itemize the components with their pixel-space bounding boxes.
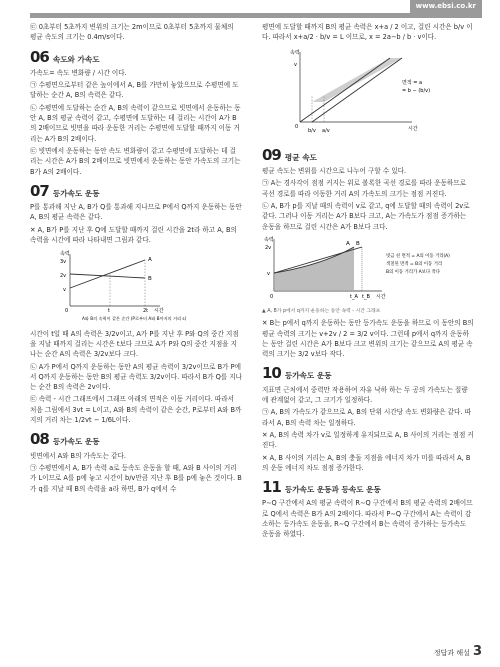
- x-axis-label: 시간: [408, 125, 418, 132]
- section-07-heading: [30, 181, 242, 200]
- s09-graph: [262, 235, 474, 315]
- s06-p1: ㉠ 수평면으로부터 같은 높이에서 A, B를 가만히 놓았으므로 수평면에 도달하는 순간 A, B의 속력은 같다.: [30, 81, 239, 100]
- page-number: 3: [472, 644, 482, 659]
- section-title: 등가속도 운동: [52, 188, 100, 198]
- y-tick: v: [63, 287, 66, 294]
- s07-p5: ㉢ 속력 - 시간 그래프에서 그래프 아래의 면적은 이동 거리이다. 따라서 처음 그림에서 3vt = L이고, A와 B의 속력이 같은 순간, P로부터 A와 B까지의 거리 차는 1/2vt − 1/6L이다.: [30, 395, 242, 425]
- s07-p3: 시간이 t일 때 A의 속력은 3/2v이고, A가 P를 지난 후 P와 Q의 중간 지점을 지날 때까지 걸리는 시간은 t보다 크므로 A가 P와 Q의 중간 지점을 지나는 순간 A의 속력은 3/2v보다 크다.: [30, 329, 239, 359]
- graph-caption: A와 B의 속력이 같은 순간 (P로부터 A와 B까지의 거리 s): [82, 316, 187, 322]
- s08-continued: 평면에 도달할 때까지 B의 평균 속력은 x+a / 2 이고, 걸린 시간은 b/v 이다. 따라서 x+a/2 · b/v = L 이므로, x = 2a−b / b · v이다.: [262, 23, 473, 42]
- x-tick: 2t: [143, 308, 149, 315]
- line-b: [70, 274, 145, 278]
- site-url[interactable]: www.ebsi.co.kr: [410, 0, 482, 13]
- y-mark: 2v: [265, 244, 272, 251]
- y-tick: 2v: [60, 273, 67, 280]
- section-title: 등가속도 운동과 등속도 운동: [284, 485, 381, 495]
- intro-paragraph: ㉢ 0초부터 5초까지 변위의 크기는 2m이므로 0초부터 5초까지 물체의 평균 속도의 크기는 0.4m/s이다.: [30, 23, 234, 42]
- series-label-a: A: [148, 257, 152, 264]
- s08-p2: ㉠ 수평면에서 A, B가 속력 a로 등속도 운동을 할 때, A와 B 사이의 거리가 L이므로 A를 p에 놓고 시간이 b/v만큼 지난 후 B를 p에 놓은 것이다. B가 q를 지날 때 B의 속력을 a라 하면, B가 q에서 수: [30, 463, 242, 493]
- left-column: [30, 22, 242, 496]
- series-label-b: B: [148, 276, 152, 283]
- y-mark: v: [267, 270, 270, 277]
- s09-p0: 평균 속도는 변위를 시간으로 나누어 구할 수 있다.: [262, 167, 407, 176]
- section-title: 등가속도 운동: [52, 437, 100, 447]
- x-mark: 0: [295, 123, 299, 130]
- s11-p1: P∼Q 구간에서 A의 평균 속력이 R∼Q 구간에서 B의 평균 속력의 2배이므로 Q에서 속력은 B가 A의 2배이다. 따라서 P∼Q 구간에서 A는 속력이 감소하는 등가속도 운동을, R∼Q 구간에서 B는 속력이 증가하는 등가속도 운동을 하였다.: [262, 499, 473, 539]
- x-tick: t: [108, 308, 110, 315]
- area-label-2: = b − (b/v): [402, 87, 431, 94]
- page-footer: [434, 644, 482, 659]
- note: 색칠된 면적 = B의 이동 거리: [386, 261, 443, 267]
- s10-p3: ✕ A, B의 속력 차가 v로 일정하게 유지되므로 A, B 사이의 거리는 점점 커진다.: [262, 430, 474, 450]
- series-label-a: A: [346, 240, 350, 247]
- s08-p1: 빗면에서 A와 B의 가속도는 같다.: [30, 451, 126, 460]
- section-number: 11: [262, 478, 281, 497]
- x-mark: b/v: [308, 127, 316, 134]
- s07-p1: P를 통과해 지난 A, B가 Q를 통과해 지나므로 P에서 Q까지 운동하는 동안 A, B의 평균 속력은 같다.: [30, 203, 242, 222]
- section-09-heading: [262, 145, 474, 164]
- section-title: 속도와 가속도: [52, 54, 100, 64]
- footer-label: 정답과 해설: [433, 649, 470, 657]
- line-a: [300, 58, 390, 122]
- s09-p1: ㉠ A는 경사각이 점점 커지는 위로 볼록한 곡선 경로를 따라 운동하므로 곡선 경로를 따라 이동한 거리 A의 가속도의 크기는 점점 커진다.: [262, 179, 467, 198]
- section-number: 06: [30, 47, 49, 66]
- section-title: 평균 속도: [284, 152, 317, 162]
- y-axis-label: 속력: [60, 251, 70, 258]
- s06-p0: 가속도= 속도 변화량 / 시간 이다.: [30, 68, 127, 77]
- series-label-b: B: [356, 240, 360, 247]
- s10-p1: 지표면 근처에서 중력만 작용하여 자유 낙하 하는 두 공의 가속도는 질량에 관계없이 같고, 그 크기가 일정하다.: [262, 385, 468, 405]
- shaded-area: [312, 58, 402, 102]
- x-mark: t_A: [350, 293, 358, 300]
- s08-graph: [262, 46, 474, 141]
- area-label: 면적 = a: [402, 79, 423, 86]
- speed-time-graph-09: [262, 235, 474, 305]
- s09-p2: ㉡ A, B가 p를 지날 때의 속력이 v로 같고, q에 도달할 때의 속력이 2v로 같다. 그러나 이동 거리는 A가 B보다 크고, A는 가속도가 점점 증가하는 운동을 하므로 걸린 시간은 A가 B보다 크다.: [262, 202, 470, 231]
- s06-p3: ㉢ 빗면에서 운동하는 동안 속도 변화량이 같고 수평면에 도달하는 데 걸리는 시간은 A가 B의 2배이므로 빗면에서 운동하는 동안 가속도의 크기는 B가 A의 2배이다.: [30, 146, 241, 176]
- x-mark: a/v: [322, 127, 330, 134]
- x-axis-label: 시간: [154, 308, 164, 315]
- s09-p3: ✕ B는 p에서 q까지 운동하는 동안 등가속도 운동을 하므로 이 동안의 B의 평균 속력의 크기는 v+2v / 2 = 3/2 v이다. 그런데 p에서 q까지 운동하는 동안 걸린 시간은 A가 B보다 크고 변위의 크기는 같으므로 A의 평균 속력의 크기는 3/2 v보다 작다.: [262, 319, 474, 359]
- section-number: 07: [30, 181, 49, 200]
- s07-graph: [30, 248, 242, 325]
- speed-time-graph-07: [30, 248, 230, 322]
- section-08-heading: [30, 430, 242, 449]
- note: 빗금 친 면적 = A의 이동 거리(A): [386, 253, 450, 259]
- line-a: [70, 260, 145, 288]
- s06-p2: ㉡ 수평면에 도달하는 순간 A, B의 속력이 같으므로 빗면에서 운동하는 동안 A, B의 평균 속력이 같고, 수평면에 도달하는 데 걸리는 시간이 A가 B의 2배이므로 빗면을 따라 운동한 거리는 수평면에 도달할 때까지 이동 거리는 A가 B의 2배이다.: [30, 103, 241, 143]
- header-rule: [30, 13, 482, 18]
- figure-caption: ▲ A, B가 p에서 q까지 운동하는 동안 속력 - 시간 그래프: [262, 309, 381, 315]
- x-axis-label: 시간: [376, 293, 386, 300]
- section-11-heading: [262, 478, 474, 497]
- section-number: 09: [262, 145, 281, 164]
- y-mark: v: [294, 61, 297, 68]
- y-tick: 3v: [60, 259, 67, 266]
- note: B의 이동 거리가 A보다 작다: [386, 269, 441, 275]
- y-axis-label: 속력: [264, 236, 274, 243]
- x-mark: 0: [270, 293, 274, 300]
- x-mark: t_B: [362, 293, 370, 300]
- s10-p2: ㉠ A, B의 가속도가 같으므로 A, B의 단위 시간당 속도 변화량은 같다. 따라서 A, B의 속력 차는 일정하다.: [262, 408, 471, 427]
- y-tick: 0: [65, 308, 69, 315]
- s10-p4: ✕ A, B 사이의 거리는 A, B의 충돌 지점을 에너지 차가 미를 따라서 A, B의 운동 에너지 차도 점점 증가한다.: [262, 453, 471, 472]
- line-b: [312, 58, 402, 122]
- s07-p2: ✕ A, B가 P를 지난 후 Q에 도달할 때까지 걸린 시간을 2t라 하고 A, B의 속력을 시간에 따라 나타내면 그림과 같다.: [30, 225, 237, 245]
- section-title: 등가속도 운동: [284, 371, 332, 381]
- section-10-heading: [262, 364, 474, 383]
- section-06-heading: [30, 47, 242, 66]
- right-column: [262, 22, 474, 542]
- section-number: 10: [262, 364, 281, 383]
- section-number: 08: [30, 430, 49, 449]
- speed-time-graph-08: [262, 46, 462, 138]
- header-band: [0, 0, 500, 20]
- s07-p4: ㉡ A가 P에서 Q까지 운동하는 동안 A의 평균 속력이 3/2v이므로 B가 P에서 Q까지 운동하는 동안 B의 평균 속력도 3/2v이다. 따라서 B가 Q를 지나는 순간 B의 속력은 2v이다.: [30, 362, 242, 392]
- y-axis-label: 속력: [290, 49, 300, 56]
